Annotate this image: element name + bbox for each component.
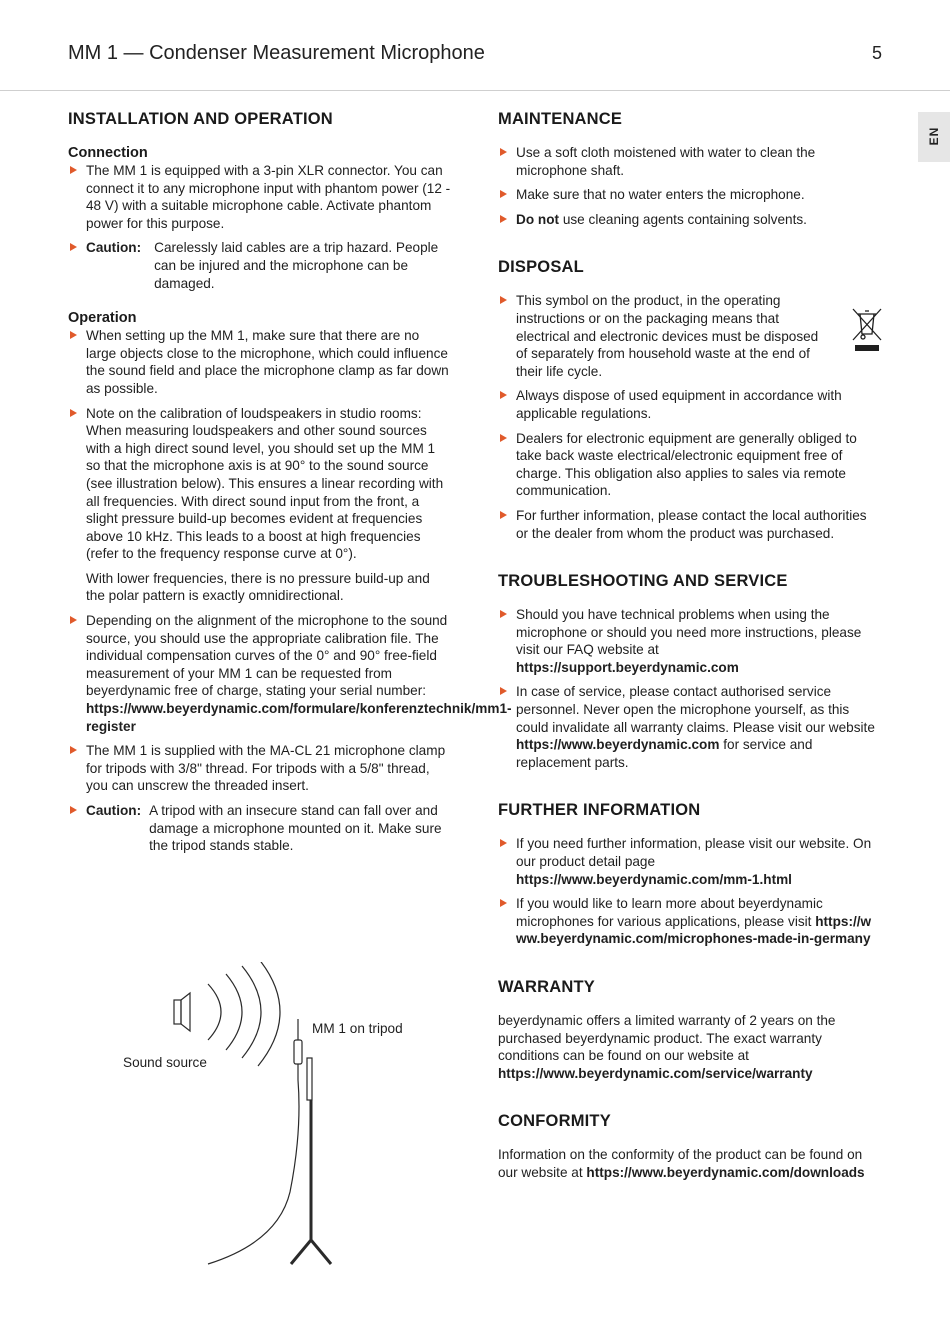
list-item: The MM 1 is supplied with the MA-CL 21 microphone clamp for tripods with 3/8" thread. For tripods with a 5/8" thread, you can unscrew the threaded insert. [68,742,452,795]
mic-label: MM 1 on tripod [312,1021,403,1036]
caution-item [68,239,452,292]
connection-heading: Connection [68,145,148,161]
support-link[interactable]: https://support.beyerdynamic.com [516,659,739,675]
list-item: Use a soft cloth moistened with water to clean the microphone shaft. [498,144,878,179]
maintenance-section [498,108,878,228]
list-item: This symbol on the product, in the operating instructions or on the packaging means that electrical and electronic devices must be disposed of separately from household waste at the end of their life cycle. [498,292,878,380]
list-item: Always dispose of used equipment in accordance with applicable regulations. [498,387,878,422]
list-item [498,606,878,676]
warranty-heading: WARRANTY [498,978,595,996]
service-text: In case of service, please contact authorised service personnel. Never open the microphone yourself, as this could invalidate all warranty claims. Please visit our website [516,684,875,735]
calibration-note-title: Note on the calibration of loudspeakers in studio rooms: [86,405,422,421]
caution-label: Caution: [86,803,142,818]
microphones-text: If you would like to learn more about beyerdynamic microphones for various applications, please visit [516,896,823,929]
service-tail: for service and replacement parts. [516,737,813,770]
list-item [68,612,512,735]
right-column [498,108,878,1210]
list-item [498,683,878,771]
connection-list [68,162,452,292]
website-link[interactable]: https://www.beyerdynamic.com [516,737,720,753]
list-item: For further information, please contact the local authorities or the dealer from whom the product was purchased. [498,507,878,542]
list-item: Dealers for electronic equipment are generally obliged to take back waste electrical/electronic equipment free of charge. This obligation also applies to sales via remote communication. [498,430,878,500]
product-page-text: If you need further information, please visit our website. On our product detail page [516,836,872,870]
warranty-link[interactable]: https://www.beyerdynamic.com/service/warranty [498,1065,813,1081]
conformity-heading: CONFORMITY [498,1112,611,1131]
list-item: Make sure that no water enters the microphone. [498,186,878,204]
conformity-text: Information on the conformity of the product can be found on our website at [498,1147,863,1180]
left-column [68,108,512,862]
language-tab [918,112,950,162]
caution-label: Caution: [86,240,142,256]
do-not-emphasis: Do not [516,211,560,227]
caution-text: Carelessly laid cables are a trip hazard. People can be injured and the microphone can be damaged. [154,240,439,291]
calibration-note-low-freq: With lower frequencies, there is no pressure build-up and the polar pattern is exactly omnidirectional. [86,570,430,604]
setup-illustration [110,962,440,1272]
calibration-note-body: When measuring loudspeakers and other sound sources with a high direct sound level, you should set up the MM 1 so that the microphone axis is at 90° to the sound source (see illustration below). This ensures a linear recording with all frequencies. With direct sound input from the front, a slight pressure build-up becomes evident at frequencies above 10 kHz. This leads to a boost at high frequencies (refer to the frequency response curve at 0°). [86,423,444,562]
register-link[interactable]: https://www.beyerdynamic.com/formulare/konferenztechnik/mm1-register [86,701,512,734]
operation-list [68,327,512,855]
installation-heading: INSTALLATION AND OPERATION [68,110,333,128]
list-item [68,405,452,606]
caution-text: A tripod with an insecure stand can fall over and damage a microphone mounted on it. Make sure the tripod stands stable. [149,803,442,854]
downloads-link[interactable]: https://www.beyerdynamic.com/downloads [586,1164,865,1180]
troubleshooting-heading: TROUBLESHOOTING AND SERVICE [498,572,788,591]
list-item [498,835,878,888]
product-page-link[interactable]: https://www.beyerdynamic.com/mm-1.html [516,871,792,887]
list-item: When setting up the MM 1, make sure that there are no large objects close to the microphone, which could influence the sound field and place the microphone clamp as far down as possible. [68,327,452,397]
list-item: The MM 1 is equipped with a 3-pin XLR connector. You can connect it to any microphone input with phantom power (12 - 48 V) with a suitable microphone cable. Activate phantom power for this purpose. [68,162,452,232]
maintenance-heading: MAINTENANCE [498,110,623,128]
operation-heading: Operation [68,310,137,327]
list-item [498,895,878,948]
caution-item [68,802,452,855]
page-number: 5 [871,43,882,63]
conformity-section [498,1110,878,1181]
list-item [498,211,878,229]
microphone-setup-diagram [110,962,440,1272]
warranty-section [498,976,878,1082]
page-title: MM 1 — Condenser Measurement Microphone [68,42,485,64]
source-label: Sound source [123,1055,207,1070]
speaker-icon [174,1000,181,1024]
microphones-link[interactable]: https://www.beyerdynamic.com/microphones-made-in-germany [516,913,872,947]
further-info-heading: FURTHER INFORMATION [498,801,701,820]
language-label: EN [927,126,941,146]
further-info-section [498,799,878,948]
disposal-section [498,256,878,542]
calibration-file-text: Depending on the alignment of the microphone to the sound source, you should use the appropriate calibration file. The individual compensation curves of the 0° and 90° free-field measurement of your MM 1 can be requested from beyerdynamic free of charge, stating your serial number: [86,613,448,699]
warranty-text: beyerdynamic offers a limited warranty of 2 years on the purchased beyerdynamic product. The exact warranty conditions can be found on our website at [498,1013,836,1064]
troubleshooting-section [498,570,878,771]
header-divider [0,90,950,91]
crossed-out-wheelie-bin-icon [851,306,883,354]
disposal-heading: DISPOSAL [498,258,584,277]
faq-text: Should you have technical problems when using the microphone or should you need more instructions, please visit our FAQ website at [516,607,862,658]
cleaning-text: use cleaning agents containing solvents. [559,211,807,227]
